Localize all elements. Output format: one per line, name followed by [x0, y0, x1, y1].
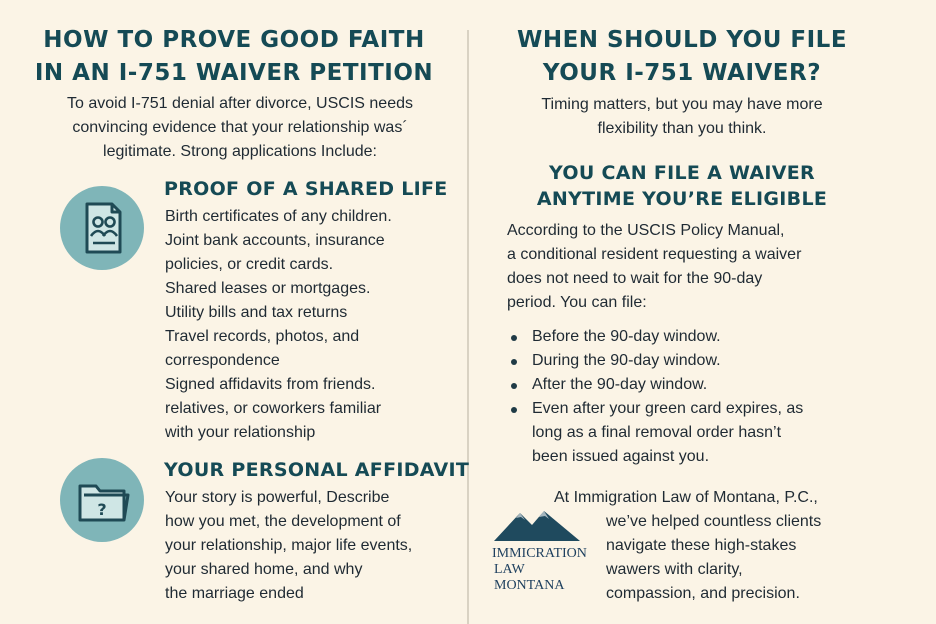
list-item — [507, 397, 907, 469]
svg-text:?: ? — [97, 500, 107, 519]
list-item: with your relationship — [165, 424, 316, 441]
left-heading-line: HOW TO PROVE GOOD FAITH — [43, 27, 425, 53]
closing-line: we’ve helped countless clients — [606, 513, 822, 530]
closing-line: wawers with clarity, — [606, 561, 743, 578]
left-intro — [20, 92, 460, 164]
right-subheading-line: YOU CAN FILE A WAIVER — [548, 162, 815, 184]
right-body-line: does not need to wait for the 90-day — [507, 270, 763, 287]
left-intro-line: convincing evidence that your relationship was´ — [72, 119, 408, 136]
shared-life-title: PROOF OF A SHARED LIFE — [164, 178, 448, 200]
folder-question-icon — [60, 458, 144, 542]
bullet-line: Before the 90-day window. — [532, 328, 721, 345]
shared-life-icon-circle — [60, 186, 144, 270]
list-item: policies, or credit cards. — [165, 256, 334, 273]
left-heading-line: IN AN I-751 WAIVER PETITION — [34, 60, 434, 86]
logo-line2: LAW MONTANA — [494, 562, 565, 593]
bullet-line: been issued against you. — [532, 448, 710, 465]
column-divider — [467, 30, 469, 624]
list-item: Joint bank accounts, insurance — [165, 232, 385, 249]
list-item: Birth certificates of any children. — [165, 208, 392, 225]
affidavit-title: YOUR PERSONAL AFFIDAVIT — [164, 459, 470, 481]
right-intro — [478, 93, 886, 141]
bullet-line: Even after your green card expires, as — [532, 400, 804, 417]
left-intro-line: To avoid I-751 denial after divorce, USCIS needs — [67, 95, 413, 112]
right-subheading-line: ANYTIME YOU’RE ELIGIBLE — [536, 188, 828, 210]
closing-line: At Immigration Law of Montana, P.C., — [554, 489, 818, 506]
right-body-line: According to the USCIS Policy Manual, — [507, 222, 785, 239]
list-item: Travel records, photos, and — [165, 328, 360, 345]
right-heading-line: WHEN SHOULD YOU FILE — [516, 27, 848, 53]
firm-logo — [490, 508, 590, 593]
affidavit-line: Your story is powerful, Describe — [165, 489, 390, 506]
right-body — [507, 219, 907, 315]
list-item: Shared leases or mortgages. — [165, 280, 371, 297]
affidavit-line: your relationship, major life events, — [165, 537, 413, 554]
right-intro-line: Timing matters, but you may have more — [541, 96, 823, 113]
affidavit-icon-circle — [60, 458, 144, 542]
bullet-line: long as a final removal order hasn’t — [532, 424, 782, 441]
right-body-line: period. You can file: — [507, 294, 647, 311]
closing-line: compassion, and precision. — [606, 585, 800, 602]
right-heading-line: YOUR I-751 WAIVER? — [542, 60, 822, 86]
list-item: Signed affidavits from friends. — [165, 376, 376, 393]
left-intro-line: legitimate. Strong applications Include: — [103, 143, 377, 160]
filing-options-list — [507, 325, 907, 469]
affidavit-line: the marriage ended — [165, 585, 304, 602]
shared-life-list — [165, 205, 465, 445]
affidavit-line: your shared home, and why — [165, 561, 363, 578]
mountain-logo-icon — [492, 508, 582, 542]
list-item — [507, 325, 907, 349]
list-item: correspondence — [165, 352, 280, 369]
logo-line1: IMMICRATION — [492, 546, 587, 561]
right-heading — [478, 24, 886, 90]
list-item: relatives, or coworkers familiar — [165, 400, 382, 417]
closing-line: navigate these high-stakes — [606, 537, 797, 554]
affidavit-line: how you met, the development of — [165, 513, 401, 530]
list-item: Utility bills and tax returns — [165, 304, 348, 321]
right-subheading — [478, 160, 886, 212]
bullet-line: During the 90-day window. — [532, 352, 721, 369]
right-body-line: a conditional resident requesting a waiver — [507, 246, 802, 263]
left-heading — [20, 24, 448, 90]
affidavit-text — [165, 486, 465, 606]
list-item — [507, 373, 907, 397]
right-intro-line: flexibility than you think. — [597, 120, 767, 137]
document-people-icon — [60, 186, 144, 270]
bullet-line: After the 90-day window. — [532, 376, 708, 393]
list-item — [507, 349, 907, 373]
